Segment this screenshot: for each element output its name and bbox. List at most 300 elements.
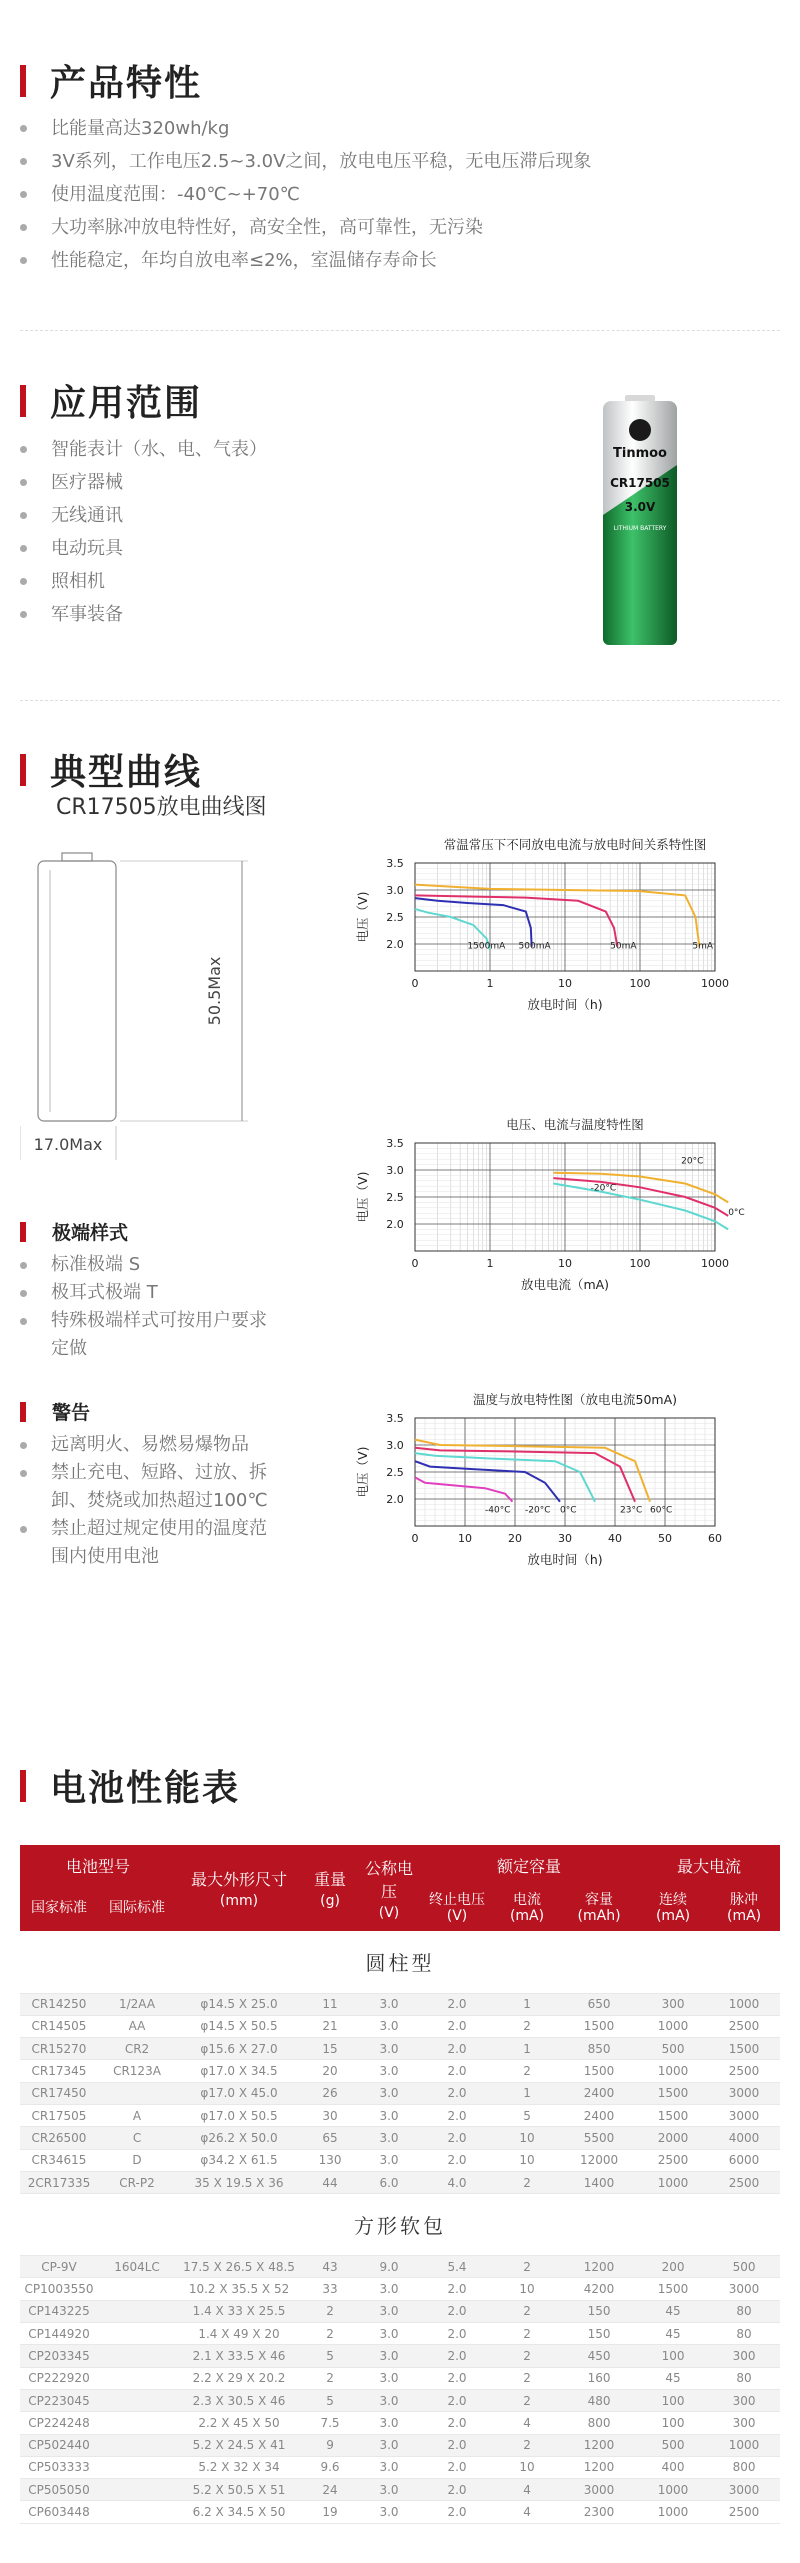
x-axis-label: 放电时间（h) xyxy=(527,1552,603,1567)
bullet-dot xyxy=(20,191,27,198)
table-cell: 3.0 xyxy=(358,2015,420,2037)
table-cell: 2CR17335 xyxy=(20,2171,98,2193)
table-cell: 3000 xyxy=(708,2479,780,2501)
table-cell: 1500 xyxy=(638,2104,708,2126)
table-cell: 2000 xyxy=(638,2127,708,2149)
table-cell: 1000 xyxy=(708,1993,780,2015)
table-cell: φ17.0 X 34.5 xyxy=(176,2060,302,2082)
table-cell xyxy=(98,2082,176,2104)
table-cell: 1400 xyxy=(560,2171,638,2193)
table-cell: 3.0 xyxy=(358,2479,420,2501)
table-cell: 3000 xyxy=(560,2479,638,2501)
y-tick-label: 3.5 xyxy=(386,1412,404,1425)
brand-logo-icon xyxy=(629,419,651,441)
x-tick-label: 1000 xyxy=(701,1257,729,1270)
table-cell: 45 xyxy=(638,2367,708,2389)
table-group-title: 圆柱型 xyxy=(20,1931,780,1993)
table-cell: 2 xyxy=(494,2389,560,2411)
th-model: 电池型号 xyxy=(20,1845,176,1885)
table-row xyxy=(20,2456,780,2478)
table-cell: 2.0 xyxy=(420,2060,494,2082)
table-cell: CP223045 xyxy=(20,2389,98,2411)
table-cell: φ15.6 X 27.0 xyxy=(176,2038,302,2060)
table-cell: 12000 xyxy=(560,2149,638,2171)
dimension-drawing xyxy=(20,850,280,1170)
y-tick-label: 2.0 xyxy=(386,938,404,951)
table-cell: 2.0 xyxy=(420,2323,494,2345)
applications-header xyxy=(20,375,202,426)
list-item-text: 3V系列，工作电压2.5~3.0V之间，放电电压平稳，无电压滞后现象 xyxy=(51,151,592,172)
table-cell: 6.2 X 34.5 X 50 xyxy=(176,2501,302,2523)
table-cell: 2 xyxy=(494,2434,560,2456)
series-annotation: 0°C xyxy=(728,1207,745,1218)
table-cell: 500 xyxy=(638,2434,708,2456)
table-cell: 1200 xyxy=(560,2434,638,2456)
table-cell: 26 xyxy=(302,2082,358,2104)
table-cell: 1000 xyxy=(638,2060,708,2082)
table-cell: 44 xyxy=(302,2171,358,2193)
bullet-dot xyxy=(20,611,27,618)
x-tick-label: 20 xyxy=(508,1532,522,1545)
section-marker xyxy=(20,385,26,417)
table-cell: 1500 xyxy=(638,2278,708,2300)
battery-type: LITHIUM BATTERY xyxy=(613,525,667,532)
table-row xyxy=(20,2104,780,2126)
table-cell: C xyxy=(98,2127,176,2149)
list-item-text: 照相机 xyxy=(51,571,105,592)
table-row xyxy=(20,2434,780,2456)
terminal-list xyxy=(20,1251,271,1363)
table-cell: 80 xyxy=(708,2367,780,2389)
series-line xyxy=(415,1461,560,1502)
table-cell: 2.0 xyxy=(420,2082,494,2104)
chart-title: 常温常压下不同放电电流与放电时间关系特性图 xyxy=(443,837,707,852)
table-cell: CP603448 xyxy=(20,2501,98,2523)
table-row xyxy=(20,2345,780,2367)
table-cell: 150 xyxy=(560,2323,638,2345)
performance-table xyxy=(20,1845,780,2524)
table-cell: 4 xyxy=(494,2501,560,2523)
table-cell: CP222920 xyxy=(20,2367,98,2389)
x-tick-label: 30 xyxy=(558,1532,572,1545)
table-cell: 3.0 xyxy=(358,2456,420,2478)
table-cell: CP224248 xyxy=(20,2412,98,2434)
table-cell: 400 xyxy=(638,2456,708,2478)
table-row xyxy=(20,2367,780,2389)
table-cell: CP144920 xyxy=(20,2323,98,2345)
y-axis-label: 电压（V) xyxy=(355,1171,370,1223)
list-item xyxy=(20,532,267,565)
table-cell: 10 xyxy=(494,2127,560,2149)
table-row xyxy=(20,2082,780,2104)
bullet-dot xyxy=(20,578,27,585)
th-national: 国家标准 xyxy=(20,1885,98,1931)
table-cell: 2.0 xyxy=(420,2501,494,2523)
x-tick-label: 10 xyxy=(458,1532,472,1545)
table-cell: CP505050 xyxy=(20,2479,98,2501)
x-tick-label: 10 xyxy=(558,1257,572,1270)
list-item xyxy=(20,466,267,499)
table-row xyxy=(20,1993,780,2015)
table-cell: 3.0 xyxy=(358,2367,420,2389)
table-cell: CR-P2 xyxy=(98,2171,176,2193)
warnings xyxy=(20,1398,271,1571)
table-cell xyxy=(98,2278,176,2300)
features-title: 产品特性 xyxy=(50,63,203,104)
table-cell: 3.0 xyxy=(358,2434,420,2456)
table-cell xyxy=(98,2323,176,2345)
table-row xyxy=(20,2412,780,2434)
y-tick-label: 2.5 xyxy=(386,1466,404,1479)
th-continuous: 连续 (mA) xyxy=(638,1885,708,1931)
x-tick-label: 10 xyxy=(558,977,572,990)
series-annotation: 0°C xyxy=(560,1505,577,1516)
table-row xyxy=(20,2389,780,2411)
table-cell xyxy=(98,2345,176,2367)
table-cell: 3000 xyxy=(708,2104,780,2126)
table-cell xyxy=(98,2456,176,2478)
table-row xyxy=(20,2127,780,2149)
table-cell: CR14250 xyxy=(20,1993,98,2015)
table-cell: 10.2 X 35.5 X 52 xyxy=(176,2278,302,2300)
warning-title: 警告 xyxy=(52,1402,91,1424)
bullet-dot xyxy=(20,479,27,486)
table-cell: 9.6 xyxy=(302,2456,358,2478)
table-cell: 2.0 xyxy=(420,2434,494,2456)
list-item-text: 特殊极端样式可按用户要求定做 xyxy=(51,1310,267,1359)
th-pulse: 脉冲 (mA) xyxy=(708,1885,780,1931)
series-annotation: 20°C xyxy=(681,1156,704,1167)
series-annotation: -20°C xyxy=(590,1183,617,1194)
table-cell: 100 xyxy=(638,2412,708,2434)
table-cell: 1500 xyxy=(708,2038,780,2060)
list-item xyxy=(20,145,591,178)
table-cell: 160 xyxy=(560,2367,638,2389)
bullet-dot xyxy=(20,545,27,552)
list-item-text: 使用温度范围：-40℃~+70℃ xyxy=(51,184,300,205)
bullet-dot xyxy=(20,1262,27,1269)
table-cell: 300 xyxy=(638,1993,708,2015)
terminal-title: 极端样式 xyxy=(52,1222,129,1244)
table-cell: 1000 xyxy=(638,2479,708,2501)
table-cell: 1/2AA xyxy=(98,1993,176,2015)
table-cell: 1500 xyxy=(560,2060,638,2082)
table-cell: CR26500 xyxy=(20,2127,98,2149)
table-cell: 2.0 xyxy=(420,2300,494,2322)
table-cell: 10 xyxy=(494,2456,560,2478)
list-item xyxy=(20,1431,271,1459)
table-cell: 2 xyxy=(494,2171,560,2193)
table-cell: 150 xyxy=(560,2300,638,2322)
table-cell: 800 xyxy=(708,2456,780,2478)
chart-current-time xyxy=(340,835,800,1095)
table-cell: 3.0 xyxy=(358,1993,420,2015)
table-cell: 3.0 xyxy=(358,2323,420,2345)
table-cell: 3.0 xyxy=(358,2300,420,2322)
th-current: 电流 (mA) xyxy=(494,1885,560,1931)
table-cell: 35 X 19.5 X 36 xyxy=(176,2171,302,2193)
y-tick-label: 3.0 xyxy=(386,1164,404,1177)
x-tick-label: 1000 xyxy=(701,977,729,990)
table-cell xyxy=(98,2434,176,2456)
list-item xyxy=(20,112,591,145)
table-cell: 300 xyxy=(708,2345,780,2367)
table-cell: CP1003550 xyxy=(20,2278,98,2300)
table-cell: 1 xyxy=(494,1993,560,2015)
table-row xyxy=(20,2038,780,2060)
terminal-styles xyxy=(20,1218,271,1363)
list-item-text: 无线通讯 xyxy=(51,505,123,526)
table-cell: 1604LC xyxy=(98,2256,176,2278)
table-cell: D xyxy=(98,2149,176,2171)
table-cell: CP502440 xyxy=(20,2434,98,2456)
bullet-dot xyxy=(20,512,27,519)
table-cell: 5.2 X 32 X 34 xyxy=(176,2456,302,2478)
th-end-voltage: 终止电压 (V) xyxy=(420,1885,494,1931)
table-cell xyxy=(98,2412,176,2434)
table-cell: 800 xyxy=(560,2412,638,2434)
section-marker xyxy=(20,754,26,786)
x-tick-label: 50 xyxy=(658,1532,672,1545)
table-cell: 45 xyxy=(638,2300,708,2322)
table-cell: 300 xyxy=(708,2389,780,2411)
table-row xyxy=(20,2015,780,2037)
table-cell: 2 xyxy=(494,2367,560,2389)
table-cell: 17.5 X 26.5 X 48.5 xyxy=(176,2256,302,2278)
table-cell: 2.0 xyxy=(420,2456,494,2478)
curves-title: 典型曲线 xyxy=(50,752,203,793)
table-cell: 33 xyxy=(302,2278,358,2300)
series-annotation: 60°C xyxy=(650,1505,673,1516)
table-cell: CR2 xyxy=(98,2038,176,2060)
chart-title: 温度与放电特性图（放电电流50mA) xyxy=(472,1392,678,1407)
x-tick-label: 100 xyxy=(629,977,651,990)
table-cell: φ14.5 X 50.5 xyxy=(176,2015,302,2037)
table-row xyxy=(20,2171,780,2193)
list-item-text: 性能稳定，年均自放电率≤2%，室温储存寿命长 xyxy=(51,250,437,271)
table-cell: 43 xyxy=(302,2256,358,2278)
table-cell: 2 xyxy=(302,2300,358,2322)
x-tick-label: 0 xyxy=(411,1532,419,1545)
table-cell: 3.0 xyxy=(358,2127,420,2149)
list-item xyxy=(20,178,591,211)
table-cell: 1.4 X 49 X 20 xyxy=(176,2323,302,2345)
table-row xyxy=(20,2278,780,2300)
series-annotation: -40°C xyxy=(485,1505,511,1516)
list-item-text: 远离明火、易燃易爆物品 xyxy=(51,1434,249,1455)
table-cell: 2 xyxy=(494,2300,560,2322)
list-item-text: 禁止充电、短路、过放、拆卸、焚烧或加热超过100℃ xyxy=(51,1462,268,1511)
list-item-text: 极耳式极端 T xyxy=(51,1282,158,1303)
table-cell: 2.2 X 45 X 50 xyxy=(176,2412,302,2434)
bullet-dot xyxy=(20,125,27,132)
table-cell: 9.0 xyxy=(358,2256,420,2278)
list-item-text: 智能表计（水、电、气表） xyxy=(51,439,267,460)
list-item-text: 军事装备 xyxy=(51,604,123,625)
table-cell: CR34615 xyxy=(20,2149,98,2171)
table-cell: 2 xyxy=(494,2323,560,2345)
table-cell: 6000 xyxy=(708,2149,780,2171)
x-tick-label: 40 xyxy=(608,1532,622,1545)
table-cell: 3.0 xyxy=(358,2412,420,2434)
table-cell: 450 xyxy=(560,2345,638,2367)
series-annotation: 50mA xyxy=(610,941,637,952)
y-tick-label: 2.0 xyxy=(386,1218,404,1231)
table-cell: 2500 xyxy=(708,2060,780,2082)
x-tick-label: 60 xyxy=(708,1532,722,1545)
height-dimension: 50.5Max xyxy=(205,956,224,1026)
table-cell: 10 xyxy=(494,2149,560,2171)
list-item-text: 禁止超过规定使用的温度范围内使用电池 xyxy=(51,1518,267,1567)
table-cell: 2500 xyxy=(708,2501,780,2523)
table-cell: 130 xyxy=(302,2149,358,2171)
table-cell: 2.0 xyxy=(420,2149,494,2171)
table-cell: 5.2 X 50.5 X 51 xyxy=(176,2479,302,2501)
table-cell: 2.3 X 30.5 X 46 xyxy=(176,2389,302,2411)
table-cell: 200 xyxy=(638,2256,708,2278)
table-cell: 100 xyxy=(638,2345,708,2367)
table-cell: 20 xyxy=(302,2060,358,2082)
battery-brand: Tinmoo xyxy=(613,446,667,461)
table-cell: 2 xyxy=(494,2256,560,2278)
battery-bottom xyxy=(603,515,677,645)
table-cell: 2400 xyxy=(560,2082,638,2104)
table-cell: 3.0 xyxy=(358,2149,420,2171)
table-cell: 3.0 xyxy=(358,2278,420,2300)
series-line xyxy=(415,895,617,946)
table-cell: 3.0 xyxy=(358,2501,420,2523)
series-annotation: 1500mA xyxy=(467,941,506,952)
table-cell: 65 xyxy=(302,2127,358,2149)
bullet-dot xyxy=(20,446,27,453)
table-cell: 2.0 xyxy=(420,1993,494,2015)
table-cell: 6.0 xyxy=(358,2171,420,2193)
table-cell: 3.0 xyxy=(358,2038,420,2060)
list-item xyxy=(20,565,267,598)
table-cell: 1.4 X 33 X 25.5 xyxy=(176,2300,302,2322)
x-tick-label: 0 xyxy=(411,1257,419,1270)
table-row xyxy=(20,2300,780,2322)
table-cell: 80 xyxy=(708,2323,780,2345)
series-annotation: 500mA xyxy=(518,941,551,952)
applications-list xyxy=(20,433,267,631)
bullet-dot xyxy=(20,1442,27,1449)
table-cell: CR17505 xyxy=(20,2104,98,2126)
list-item xyxy=(20,499,267,532)
battery-voltage: 3.0V xyxy=(624,500,656,514)
table-cell: 80 xyxy=(708,2300,780,2322)
table-cell: CP503333 xyxy=(20,2456,98,2478)
table-cell: 1200 xyxy=(560,2456,638,2478)
table-cell: 2.1 X 33.5 X 46 xyxy=(176,2345,302,2367)
table-cell: 4 xyxy=(494,2479,560,2501)
table-cell: 5 xyxy=(302,2345,358,2367)
table-row xyxy=(20,2501,780,2523)
table-cell: 300 xyxy=(708,2412,780,2434)
table-cell xyxy=(98,2479,176,2501)
table-cell: 3.0 xyxy=(358,2082,420,2104)
table-cell: 21 xyxy=(302,2015,358,2037)
table-cell: φ17.0 X 50.5 xyxy=(176,2104,302,2126)
table-cell: 2500 xyxy=(708,2015,780,2037)
table-row xyxy=(20,2149,780,2171)
table-cell: 2 xyxy=(302,2367,358,2389)
table-cell: 2.0 xyxy=(420,2104,494,2126)
y-tick-label: 2.5 xyxy=(386,1191,404,1204)
table-cell: 2.0 xyxy=(420,2038,494,2060)
th-nominal-voltage: 公称电压 (V) xyxy=(358,1845,420,1931)
y-tick-label: 3.5 xyxy=(386,857,404,870)
table-cell: 500 xyxy=(638,2038,708,2060)
series-annotation: 23°C xyxy=(620,1505,643,1516)
table-cell: CR17450 xyxy=(20,2082,98,2104)
y-tick-label: 3.0 xyxy=(386,1439,404,1452)
table-cell: 11 xyxy=(302,1993,358,2015)
curves-header xyxy=(20,744,202,795)
chart-current-temperature xyxy=(340,1115,800,1375)
table-cell: 2.2 X 29 X 20.2 xyxy=(176,2367,302,2389)
table-cell: φ34.2 X 61.5 xyxy=(176,2149,302,2171)
table-cell: AA xyxy=(98,2015,176,2037)
table-cell: 2300 xyxy=(560,2501,638,2523)
table-cell: 1500 xyxy=(638,2082,708,2104)
table-cell: 1000 xyxy=(638,2501,708,2523)
bullet-dot xyxy=(20,1470,27,1477)
table-cell: 2.0 xyxy=(420,2479,494,2501)
list-item-text: 医疗器械 xyxy=(51,472,123,493)
table-cell: 2 xyxy=(302,2323,358,2345)
table-title: 电池性能表 xyxy=(50,1768,241,1809)
table-cell: 3.0 xyxy=(358,2389,420,2411)
table-row xyxy=(20,2256,780,2278)
table-header xyxy=(20,1760,240,1811)
table-cell: 3000 xyxy=(708,2082,780,2104)
table-cell xyxy=(98,2389,176,2411)
table-cell: CR17345 xyxy=(20,2060,98,2082)
table-cell: 2500 xyxy=(638,2149,708,2171)
table-cell: 2.0 xyxy=(420,2345,494,2367)
table-cell: A xyxy=(98,2104,176,2126)
table-row xyxy=(20,2323,780,2345)
table-cell: CR123A xyxy=(98,2060,176,2082)
list-item xyxy=(20,598,267,631)
bullet-dot xyxy=(20,1318,27,1325)
th-dims: 最大外形尺寸 (mm) xyxy=(176,1845,302,1931)
table-cell: φ17.0 X 45.0 xyxy=(176,2082,302,2104)
table-cell: CR15270 xyxy=(20,2038,98,2060)
table-cell xyxy=(98,2501,176,2523)
x-tick-label: 1 xyxy=(486,977,494,990)
table-cell: CP203345 xyxy=(20,2345,98,2367)
table-cell xyxy=(98,2300,176,2322)
table-cell: 5.2 X 24.5 X 41 xyxy=(176,2434,302,2456)
divider xyxy=(20,330,780,331)
x-tick-label: 100 xyxy=(629,1257,651,1270)
table-cell: 2 xyxy=(494,2015,560,2037)
table-cell: 1000 xyxy=(708,2434,780,2456)
table-cell: 3.0 xyxy=(358,2060,420,2082)
table-cell: 9 xyxy=(302,2434,358,2456)
table-cell: 1 xyxy=(494,2038,560,2060)
table-cell: 5 xyxy=(302,2389,358,2411)
series-line xyxy=(415,1477,513,1501)
table-cell: 7.5 xyxy=(302,2412,358,2434)
table-cell: 2.0 xyxy=(420,2367,494,2389)
table-cell: 2400 xyxy=(560,2104,638,2126)
x-axis-label: 放电时间（h) xyxy=(527,997,603,1012)
x-tick-label: 0 xyxy=(411,977,419,990)
table-cell: 15 xyxy=(302,2038,358,2060)
